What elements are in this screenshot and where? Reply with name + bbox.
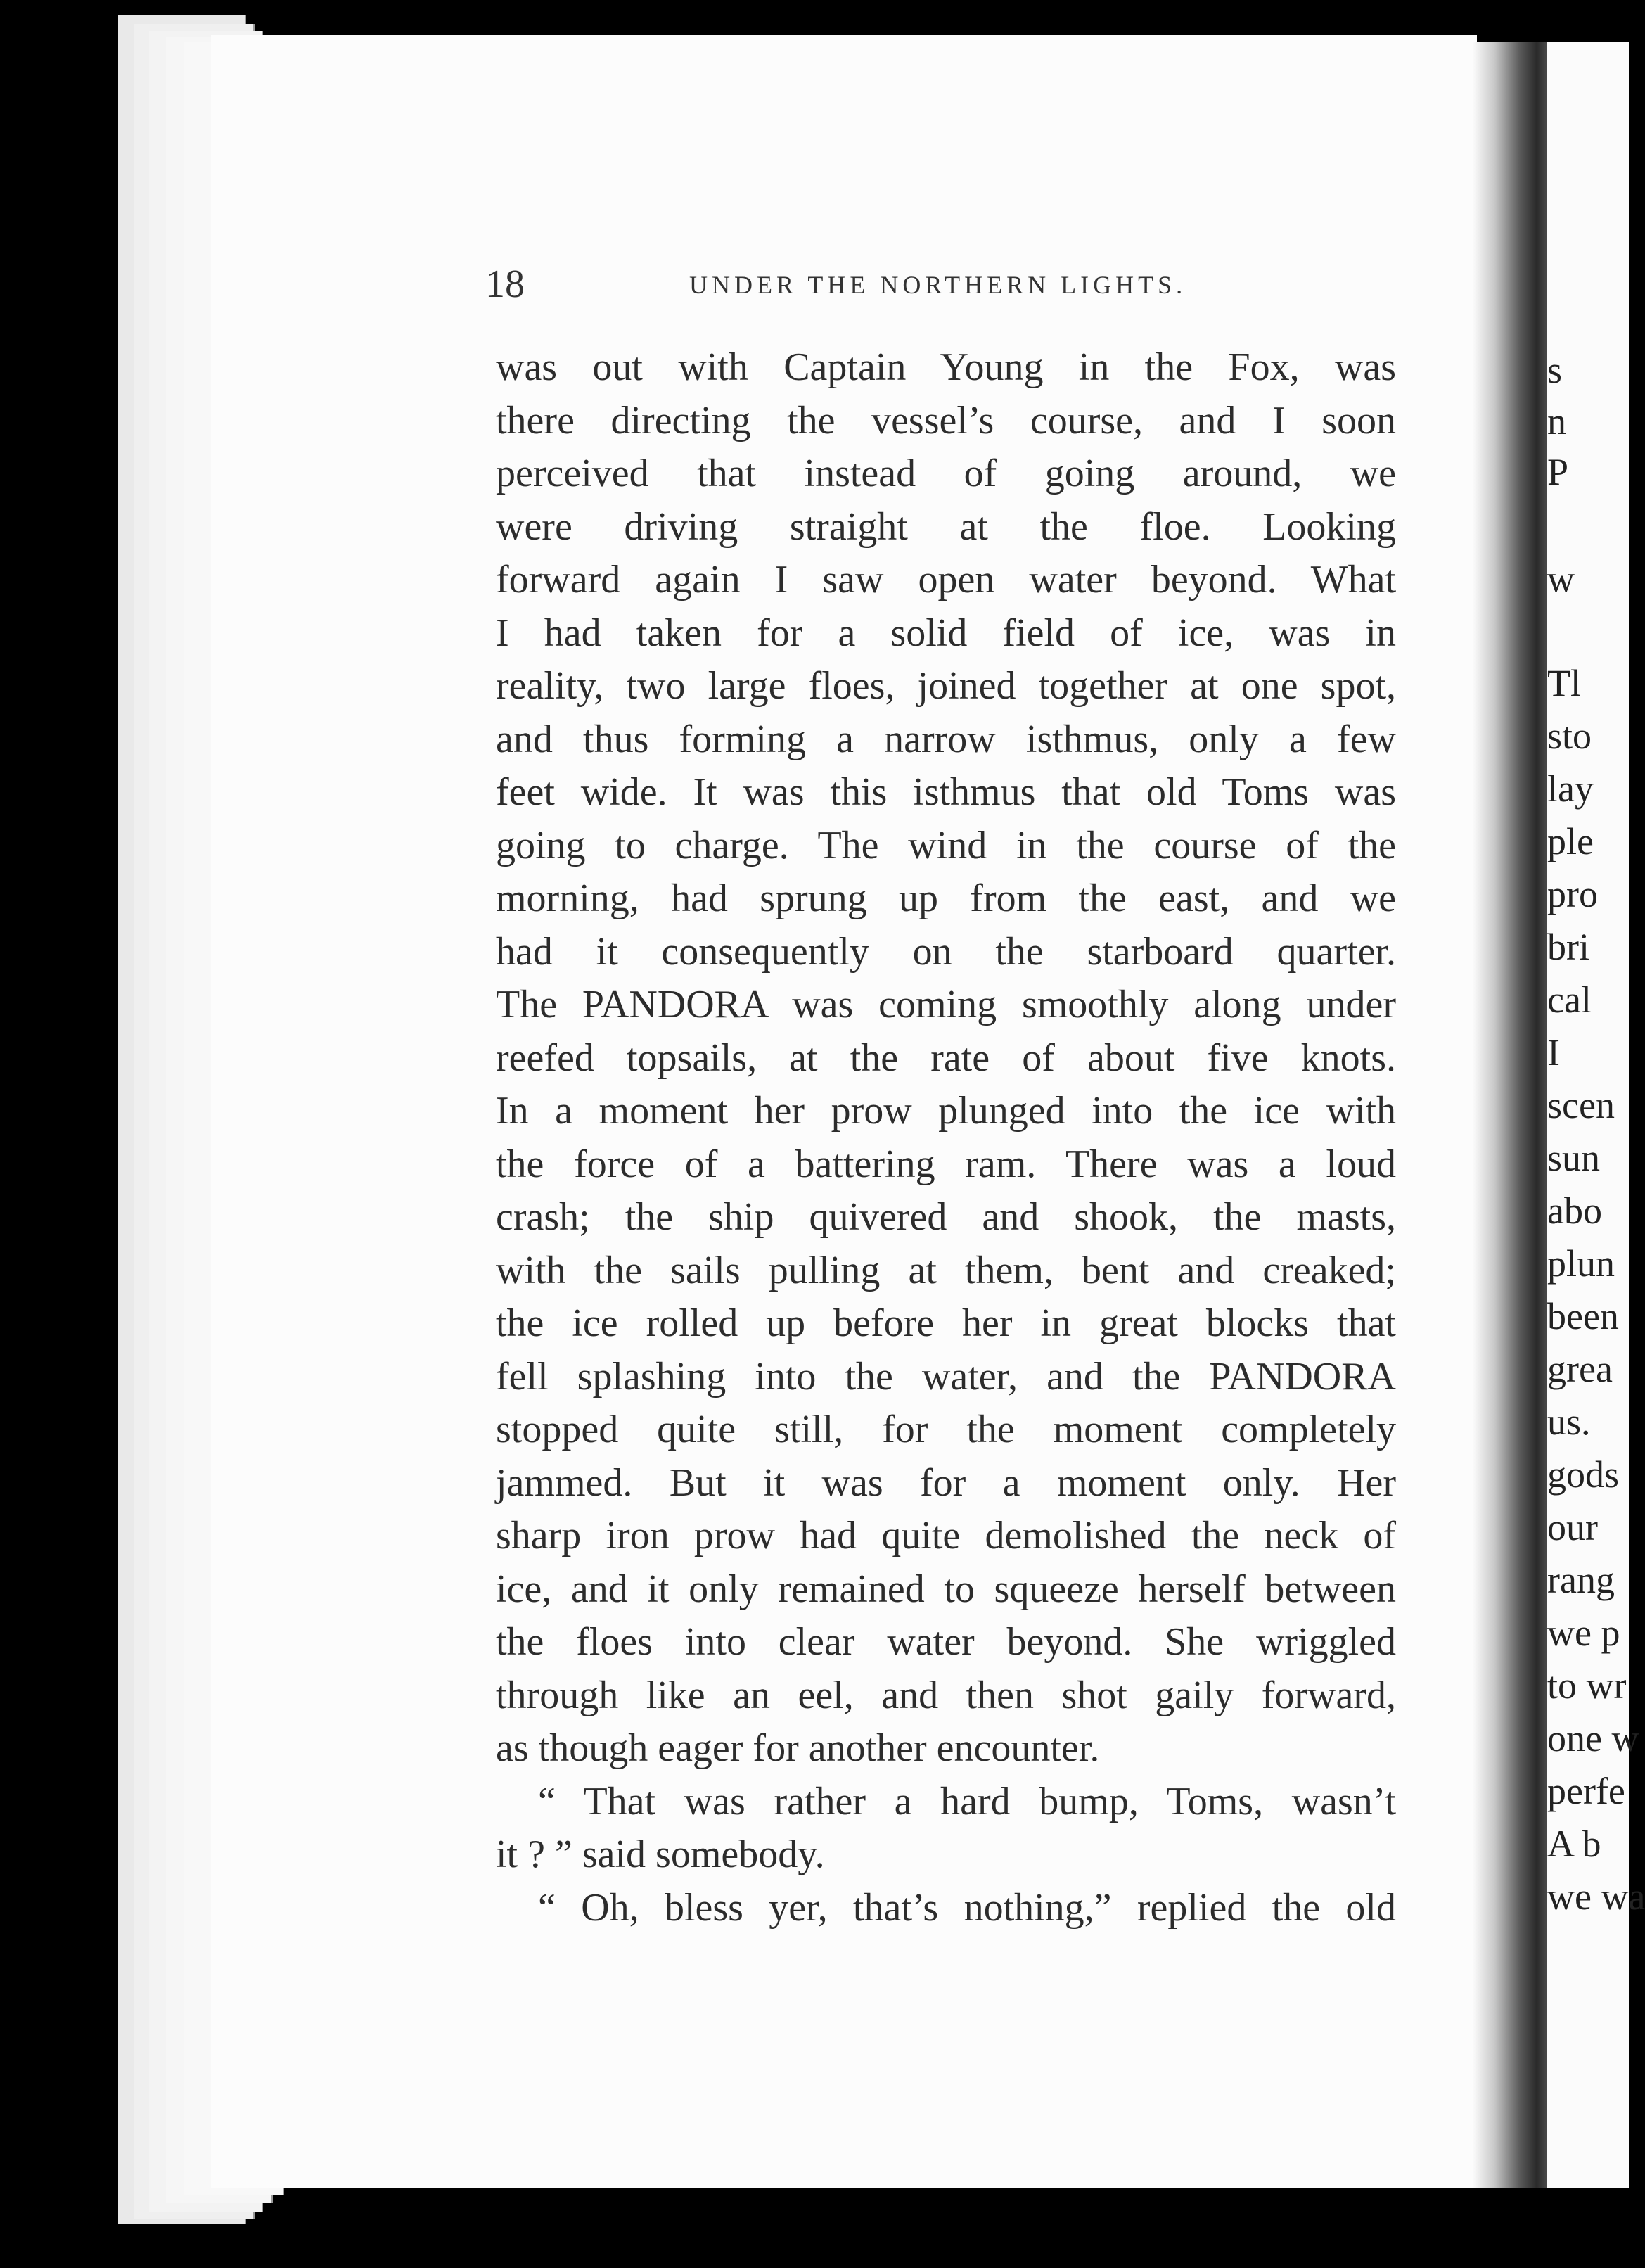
facing-line: rang — [1547, 1559, 1615, 1601]
text-line: reality, two large floes, joined together at one spot, — [496, 664, 1396, 708]
text-line: stopped quite still, for the moment completely — [496, 1408, 1396, 1451]
text-line: were driving straight at the floe. Looking — [496, 504, 1396, 549]
text-line: reefed topsails, at the rate of about five knots. — [496, 1036, 1396, 1080]
text-line: “ Oh, bless yer, that’s nothing,” replied the old — [538, 1885, 1396, 1930]
facing-line: w — [1547, 558, 1575, 600]
facing-line: bri — [1547, 926, 1589, 968]
text-line: the force of a battering ram. There was a loud — [496, 1142, 1396, 1186]
facing-line: grea — [1547, 1348, 1613, 1390]
facing-line: lay — [1547, 767, 1594, 810]
text-line: The PANDORA was coming smoothly along under — [496, 983, 1396, 1026]
text-line: and thus forming a narrow isthmus, only a few — [496, 717, 1396, 761]
text-line: had it consequently on the starboard quarter. — [496, 929, 1396, 974]
facing-line: pro — [1547, 873, 1598, 915]
facing-line: one w — [1547, 1717, 1639, 1759]
text-line: fell splashing into the water, and the PANDORA — [496, 1354, 1396, 1399]
text-line: morning, had sprung up from the east, and we — [496, 877, 1396, 920]
facing-line: cal — [1547, 979, 1592, 1021]
facing-line: abo — [1547, 1190, 1602, 1232]
facing-line: sun — [1547, 1137, 1601, 1179]
text-line: forward again I saw open water beyond. What — [496, 558, 1396, 601]
running-head — [485, 262, 1400, 311]
facing-line: gods — [1547, 1453, 1620, 1496]
facing-line: scen — [1547, 1084, 1615, 1126]
text-line: perceived that instead of going around, we — [496, 452, 1396, 495]
running-title: UNDER THE NORTHERN LIGHTS. — [689, 271, 1187, 299]
text-line: going to charge. The wind in the course of the — [496, 823, 1396, 867]
facing-line: sto — [1547, 715, 1592, 757]
facing-line: been — [1547, 1295, 1619, 1337]
facing-line: us. — [1547, 1401, 1591, 1443]
facing-line: our — [1547, 1506, 1598, 1548]
facing-line: A b — [1547, 1823, 1601, 1865]
text-line: In a moment her prow plunged into the ice with — [496, 1089, 1396, 1133]
text-line: it ? ” said somebody. — [496, 1833, 825, 1876]
facing-line: Tl — [1547, 662, 1581, 704]
text-line: the floes into clear water beyond. She wriggled — [496, 1620, 1396, 1664]
text-line: through like an eel, and then shot gaily forward, — [496, 1673, 1396, 1717]
text-line: with the sails pulling at them, bent and creaked; — [496, 1248, 1396, 1292]
text-line: sharp iron prow had quite demolished the neck of — [496, 1514, 1396, 1557]
facing-line: perfe — [1547, 1770, 1625, 1812]
facing-line: we p — [1547, 1612, 1620, 1654]
facing-line: we wa — [1547, 1875, 1645, 1918]
text-line: jammed. But it was for a moment only. Her — [496, 1460, 1396, 1505]
text-line: the ice rolled up before her in great blocks that — [496, 1301, 1396, 1345]
text-line: feet wide. It was this isthmus that old Toms was — [496, 770, 1396, 814]
facing-line: ple — [1547, 820, 1594, 862]
text-line: ice, and it only remained to squeeze herself between — [496, 1567, 1396, 1611]
facing-line: n — [1547, 400, 1566, 442]
text-line: there directing the vessel’s course, and I soon — [496, 398, 1396, 442]
text-line: was out with Captain Young in the Fox, was — [496, 345, 1396, 389]
text-line: as though eager for another encounter. — [496, 1726, 1100, 1770]
page-number: 18 — [485, 262, 525, 306]
text-line: crash; the ship quivered and shook, the masts, — [496, 1195, 1396, 1239]
facing-page — [1547, 42, 1645, 2188]
facing-line: P — [1547, 451, 1569, 493]
text-line: I had taken for a solid field of ice, was in — [496, 611, 1396, 655]
facing-line: I — [1547, 1031, 1560, 1074]
body-text — [496, 341, 1396, 1935]
facing-line: to wr — [1547, 1664, 1627, 1707]
book-gutter — [1473, 42, 1558, 2188]
facing-line: s — [1547, 349, 1563, 391]
facing-line: plun — [1547, 1242, 1615, 1285]
text-line: “ That was rather a hard bump, Toms, wasn’t — [538, 1779, 1396, 1823]
